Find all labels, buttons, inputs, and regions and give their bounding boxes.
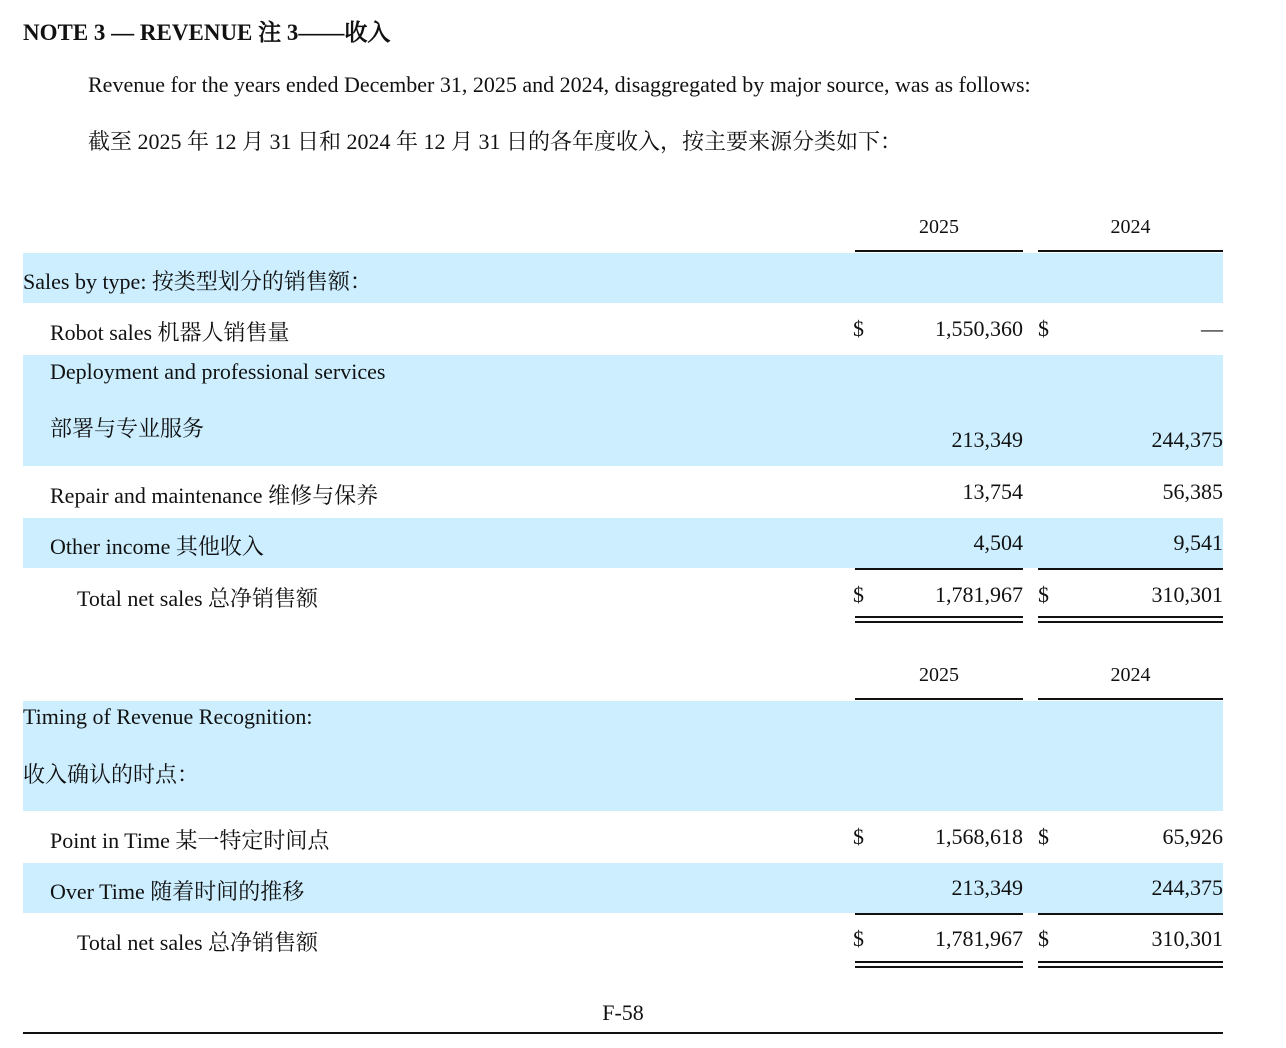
total-double-rule-2024 [1038, 961, 1223, 968]
table1-header-rule-2024 [1038, 250, 1223, 252]
row-label-over-time: Over Time 随着时间的推移 [50, 879, 305, 904]
total-double-rule-2024 [1038, 616, 1223, 623]
table2-header-rule-2025 [855, 698, 1023, 700]
section-label-timing-zh: 收入确认的时点： [23, 762, 200, 787]
repair-2024: 56,385 [1162, 479, 1223, 504]
intro-english: Revenue for the years ended December 31, 2025 and 2024, disaggregated by major source, was as follows: [88, 72, 1031, 97]
table2-header-2025: 2025 [919, 664, 959, 686]
over-time-2025: 213,349 [951, 875, 1023, 900]
currency-symbol: $ [853, 926, 864, 951]
currency-symbol: $ [853, 582, 864, 607]
row-label-repair: Repair and maintenance 维修与保养 [50, 483, 379, 508]
robot-sales-2025: 1,550,360 [935, 316, 1023, 341]
intro-chinese: 截至 2025 年 12 月 31 日和 2024 年 12 月 31 日的各年度收入，按主要来源分类如下： [88, 129, 903, 154]
table2-header-2024: 2024 [1110, 664, 1151, 686]
table1-header-2024: 2024 [1110, 216, 1151, 238]
currency-symbol: $ [853, 824, 864, 849]
note-title: NOTE 3 — REVENUE 注 3——收入 [23, 20, 391, 45]
row-label-robot-sales: Robot sales 机器人销售量 [50, 320, 290, 345]
over-time-2024: 244,375 [1151, 875, 1223, 900]
total-net-sales-2025: 1,781,967 [935, 582, 1023, 607]
footer-rule [23, 1032, 1223, 1034]
currency-symbol: $ [1038, 926, 1049, 951]
row-label-other-income: Other income 其他收入 [50, 534, 264, 559]
deployment-2025: 213,349 [951, 427, 1023, 452]
total-double-rule-2025 [855, 961, 1023, 968]
row-label-deployment-en: Deployment and professional services [50, 359, 386, 384]
page-number: F-58 [602, 1000, 644, 1025]
section-label-timing-en: Timing of Revenue Recognition: [23, 704, 313, 729]
total-double-rule-2025 [855, 616, 1023, 623]
robot-sales-2024: — [1201, 316, 1223, 341]
currency-symbol: $ [1038, 582, 1049, 607]
subtotal-rule-2025 [855, 568, 1023, 570]
subtotal-rule-2025 [855, 913, 1023, 915]
currency-symbol: $ [853, 316, 864, 341]
total-net-sales-2024: 310,301 [1151, 926, 1223, 951]
point-in-time-2024: 65,926 [1162, 824, 1223, 849]
other-income-2024: 9,541 [1173, 530, 1223, 555]
currency-symbol: $ [1038, 316, 1049, 341]
row-label-deployment-zh: 部署与专业服务 [50, 416, 205, 441]
total-net-sales-2025: 1,781,967 [935, 926, 1023, 951]
total-net-sales-2024: 310,301 [1151, 582, 1223, 607]
total-net-sales-label: Total net sales 总净销售额 [77, 586, 319, 611]
subtotal-rule-2024 [1038, 913, 1223, 915]
repair-2025: 13,754 [962, 479, 1023, 504]
point-in-time-2025: 1,568,618 [935, 824, 1023, 849]
deployment-2024: 244,375 [1151, 427, 1223, 452]
table1-header-rule-2025 [855, 250, 1023, 252]
section-label-sales-by-type: Sales by type: 按类型划分的销售额： [23, 269, 372, 294]
subtotal-rule-2024 [1038, 568, 1223, 570]
table2-header-rule-2024 [1038, 698, 1223, 700]
other-income-2025: 4,504 [973, 530, 1023, 555]
currency-symbol: $ [1038, 824, 1049, 849]
table1-header-2025: 2025 [919, 216, 959, 238]
row-label-point-in-time: Point in Time 某一特定时间点 [50, 828, 330, 853]
total-net-sales-label: Total net sales 总净销售额 [77, 930, 319, 955]
